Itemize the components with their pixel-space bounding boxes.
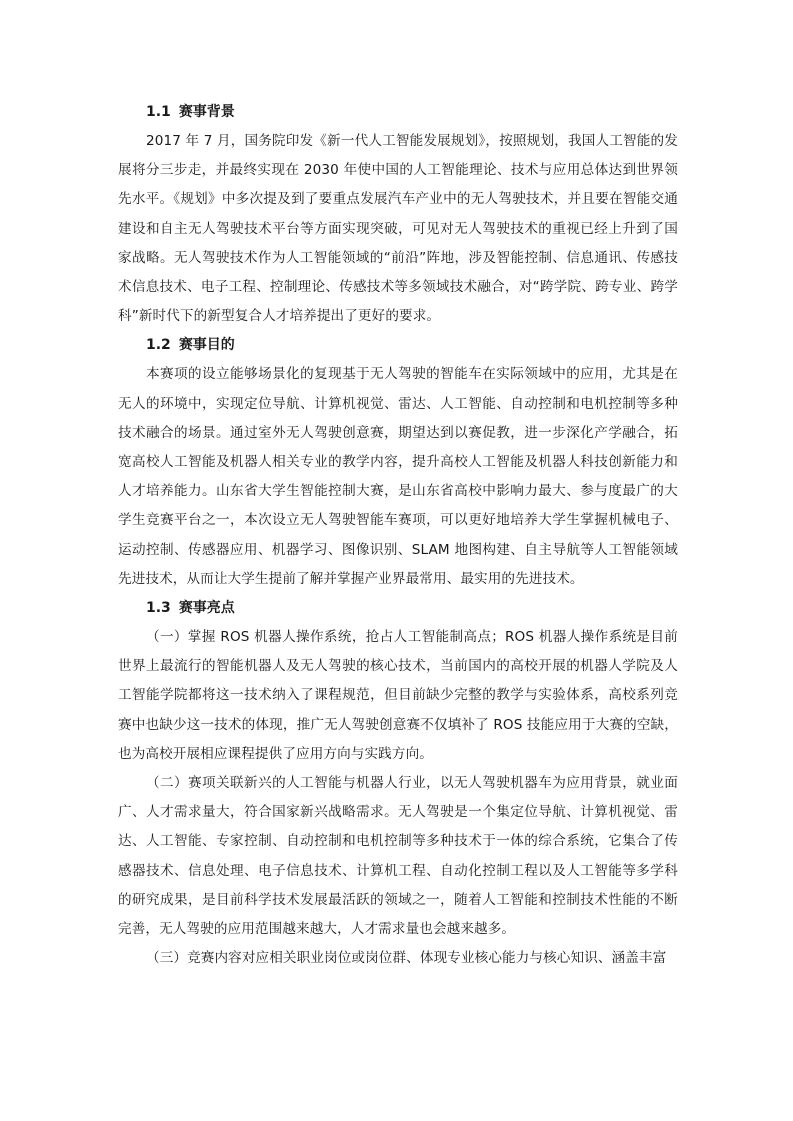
section-number: 1.1 — [146, 104, 171, 120]
paragraph: 本赛项的设立能够场景化的复现基于无人驾驶的智能车在实际领域中的应用，尤其是在无人的环境中，实现定位导航、计算机视觉、雷达、人工智能、自动控制和电机控制等多种技术融合的场景。通过室外无人驾驶创意赛，期望达到以赛促教，进一步深化产学融合，拓宽高校人工智能及机器人相关专业的教学内容，提升高校人工智能及机器人科技创新能力和人才培养能力。山东省大学生智能控制大赛，是山东省高校中影响力最大、参与度最广的大学生竞赛平台之一，本次设立无人驾驶智能车赛项，可以更好地培养大学生掌握机械电子、运动控制、传感器应用、机器学习、图像识别、SLAM 地图构建、自主导航等人工智能领域先进技术，从而让大学生提前了解并掌握产业界最常用、最实用的先进技术。 — [118, 366, 678, 587]
section-heading — [118, 331, 678, 360]
section-title: 赛事目的 — [178, 337, 235, 354]
section-title: 赛事亮点 — [178, 600, 235, 617]
section-heading — [118, 98, 678, 127]
section-title: 赛事背景 — [178, 104, 235, 120]
section-purpose — [118, 331, 678, 594]
paragraph: （三）竞赛内容对应相关职业岗位或岗位群、体现专业核心能力与核心知识、涵盖丰富 — [146, 950, 667, 967]
paragraph: （二）赛项关联新兴的人工智能与机器人行业，以无人驾驶机器车为应用背景，就业面广、人才需求量大，符合国家新兴战略需求。无人驾驶是一个集定位导航、计算机视觉、雷达、人工智能、专家控制、自动控制和电机控制等多种技术于一体的综合系统，它集合了传感器技术、信息处理、电子信息技术、计算机工程、自动化控制工程以及人工智能等多学科的研究成果，是目前科学技术发展最活跃的领域之一，随着人工智能和控制技术性能的不断完善，无人驾驶的应用范围越来越大，人才需求量也会越来越多。 — [118, 775, 678, 938]
paragraph: 2017 年 7 月，国务院印发《新一代人工智能发展规划》，按照规划，我国人工智能的发展将分三步走，并最终实现在 2030 年使中国的人工智能理论、技术与应用总体达到世界领先水平。《规划》中多次提及到了要重点发展汽车产业中的无人驾驶技术，并且要在智能交通建设和自主无人驾驶技术平台等方面实现突破，可见对无人驾驶技术的重视已经上升到了国家战略。无人驾驶技术作为人工智能领域的“前沿”阵地，涉及智能控制、信息通讯、传感技术信息技术、电子工程、控制理论、传感技术等多领域技术融合，对“跨学院、跨专业、跨学科”新时代下的新型复合人才培养提出了更好的要求。 — [118, 133, 678, 325]
section-number: 1.2 — [146, 337, 171, 354]
section-background — [118, 98, 678, 331]
document-body — [118, 98, 678, 973]
section-number: 1.3 — [146, 600, 171, 617]
section-highlights — [118, 594, 678, 973]
paragraph: （一）掌握 ROS 机器人操作系统，抢占人工智能制高点；ROS 机器人操作系统是目前世界上最流行的智能机器人及无人驾驶的核心技术，当前国内的高校开展的机器人学院及人工智能学院都将这一技术纳入了课程规范，但目前缺少完整的教学与实验体系，高校系列竞赛中也缺少这一技术的体现，推广无人驾驶创意赛不仅填补了 ROS 技能应用于大赛的空缺，也为高校开展相应课程提供了应用方向与实践方向。 — [118, 629, 678, 762]
section-heading — [118, 594, 678, 623]
